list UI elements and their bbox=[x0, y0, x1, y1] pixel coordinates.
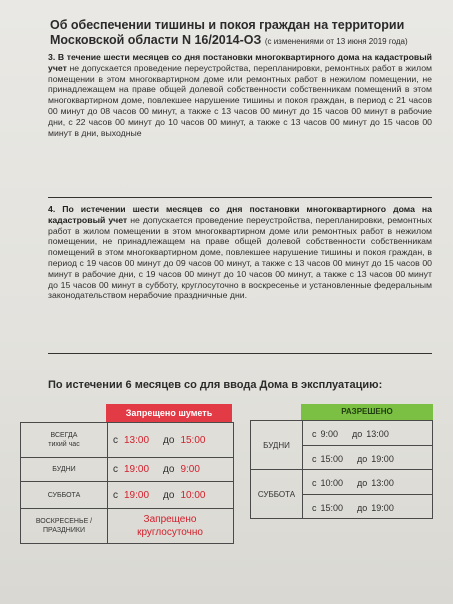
time-to: 13:00 bbox=[371, 477, 394, 488]
table-row bbox=[20, 457, 234, 482]
forbidden-header: Запрещено шуметь bbox=[106, 404, 232, 422]
row-label-main: СУББОТА bbox=[47, 491, 81, 499]
row-label-sub: тихий час bbox=[48, 441, 80, 448]
title-line-1: Об обеспечении тишины и покоя граждан на территории bbox=[50, 18, 405, 32]
time-to: 15:00 bbox=[180, 434, 206, 446]
from-prefix: с bbox=[113, 464, 118, 475]
title-line-2 bbox=[50, 33, 430, 49]
table-row bbox=[20, 508, 234, 544]
to-prefix: до bbox=[357, 477, 368, 488]
forbidden-text-sub: круглосуточно bbox=[137, 527, 203, 538]
to-prefix: до bbox=[357, 453, 368, 464]
time-from: 15:00 bbox=[320, 502, 344, 513]
time-from: 15:00 bbox=[320, 453, 344, 464]
time-slot bbox=[302, 421, 432, 446]
to-prefix: до bbox=[352, 428, 363, 439]
from-prefix: с bbox=[113, 489, 118, 501]
time-range bbox=[113, 482, 233, 508]
row-label-main: БУДНИ bbox=[52, 466, 76, 473]
allowed-block-saturday bbox=[250, 469, 433, 519]
from-prefix: с bbox=[113, 434, 118, 446]
row-label bbox=[21, 509, 108, 543]
forbidden-all-day bbox=[107, 509, 233, 543]
title-law-number: Московской области N 16/2014-ОЗ bbox=[50, 33, 262, 47]
time-from: 19:00 bbox=[124, 489, 150, 501]
allowed-block-weekdays bbox=[250, 420, 433, 470]
time-range bbox=[113, 423, 233, 457]
row-label bbox=[21, 482, 108, 508]
title-amendment-note: (с изменениями от 13 июня 2019 года) bbox=[264, 37, 408, 46]
row-label bbox=[21, 423, 108, 457]
paragraph-4-body: не допускается проведение переустройства, перепланировки, ремонтных работ в жилом помещении в этом многоквартирном доме или ремонтных работ в нежилом помещении, не принадлежащем на праве общей долевой собственности собственникам помещений в этом многоквартирном доме, повлекшее нарушение тишины и покоя граждан, в период с 19 часов 00 минут до 09 часов 00 минут, а также с 13 часов 00 минут до 15 часов 00 минут в рабочие дни, с 19 часов 00 минут до 10 часов 00 минут, а также с 13 часов 00 минут до 15 часов 00 минут в субботу, круглосуточно в воскресенье и установленные федеральным законодательством нерабочие праздничные дни. bbox=[48, 214, 432, 301]
block-label: БУДНИ bbox=[251, 421, 303, 469]
row-label-main: ВОСКРЕСЕНЬЕ / bbox=[35, 518, 93, 525]
time-slot bbox=[302, 494, 432, 520]
divider-bottom bbox=[48, 353, 432, 354]
paragraph-4 bbox=[48, 204, 432, 301]
block-label: СУББОТА bbox=[251, 470, 303, 518]
from-prefix: с bbox=[312, 428, 317, 439]
time-from: 19:00 bbox=[124, 464, 150, 475]
time-slot bbox=[302, 470, 432, 495]
table-row bbox=[20, 422, 234, 458]
time-from: 10:00 bbox=[320, 477, 344, 488]
paragraph-3 bbox=[48, 52, 432, 138]
time-to: 9:00 bbox=[180, 464, 200, 475]
time-to: 19:00 bbox=[371, 453, 394, 464]
time-to: 19:00 bbox=[371, 502, 394, 513]
from-prefix: с bbox=[312, 502, 317, 513]
row-label bbox=[21, 458, 108, 481]
to-prefix: до bbox=[163, 489, 175, 501]
paragraph-3-lead: 3. В течение шести месяцев со дня постановки многоквартирного дома на кадастровый учет bbox=[48, 52, 432, 73]
time-to: 10:00 bbox=[180, 489, 206, 501]
time-from: 9:00 bbox=[320, 428, 339, 439]
divider-top bbox=[48, 197, 432, 198]
time-from: 13:00 bbox=[124, 434, 150, 446]
schedule-heading: По истечении 6 месяцев со для ввода Дома в эксплуатацию: bbox=[48, 379, 383, 391]
from-prefix: с bbox=[312, 477, 317, 488]
row-label-main: ВСЕГДА bbox=[50, 432, 78, 439]
to-prefix: до bbox=[163, 434, 175, 446]
time-to: 13:00 bbox=[366, 428, 389, 439]
from-prefix: с bbox=[312, 453, 317, 464]
to-prefix: до bbox=[163, 464, 175, 475]
forbidden-text: Запрещено bbox=[143, 514, 197, 525]
to-prefix: до bbox=[357, 502, 368, 513]
allowed-header: РАЗРЕШЕНО bbox=[301, 404, 433, 420]
paragraph-3-body: не допускается проведение переустройства, перепланировки, ремонтных работ в жилом помещении в этом многоквартирном доме или ремонтных работ в нежилом помещении, не принадлежащем на праве общей долевой собственности собственникам помещений в этом многоквартирном доме, повлекшее нарушение тишины и покоя граждан, в период с 21 часов 00 минут до 08 часов 00 минут, а также с 13 часов 00 минут до 15 часов 00 минут в рабочие дни, с 22 часов 00 минут до 10 часов 00 минут, а также с 13 часов 00 минут до 15 часов 00 минут в дни, выходные bbox=[48, 62, 432, 138]
time-range bbox=[113, 458, 233, 481]
paragraph-4-lead: 4. По истечении шести месяцев со дня постановки многоквартирного дома на кадастровый учет bbox=[48, 204, 432, 225]
row-label-sub: ПРАЗДНИКИ bbox=[43, 527, 85, 534]
document-title bbox=[50, 18, 430, 49]
time-slot bbox=[302, 445, 432, 471]
table-row bbox=[20, 481, 234, 509]
